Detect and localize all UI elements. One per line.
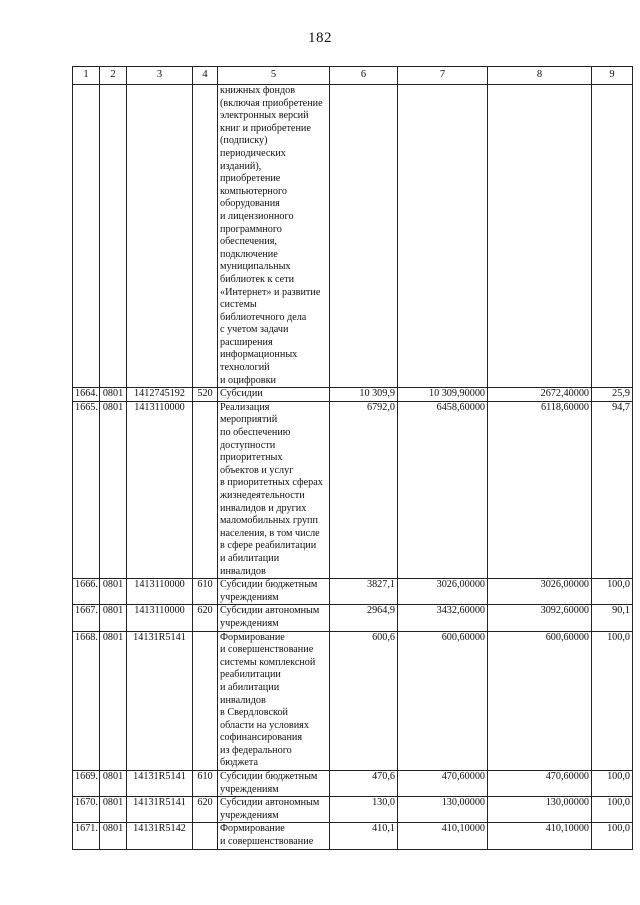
row-number-cell: 1666.: [73, 579, 100, 605]
column-header: 4: [193, 67, 218, 85]
row-number-cell: 1664.: [73, 388, 100, 402]
description-cell: Субсидии автономным учреждениям: [218, 797, 330, 823]
row-number-cell: 1670.: [73, 797, 100, 823]
expense-type-cell: 520: [193, 388, 218, 402]
percent-cell: 25,9: [592, 388, 633, 402]
table-row: [73, 797, 633, 823]
table-row: [73, 85, 633, 388]
percent-cell: 100,0: [592, 631, 633, 771]
planned-amount-cell: 410,1: [330, 823, 398, 849]
column-header: 3: [127, 67, 193, 85]
description-cell: Формирование и совершенствование: [218, 823, 330, 849]
section-code-cell: 0801: [100, 771, 127, 797]
table-row: [73, 388, 633, 402]
description-cell: книжных фондов (включая приобретение электронных версий книг и приобретение (подписку) периодических изданий), приобретение компьютерного оборудования и лицензионного программного обеспечения, подключение муниципальных библиотек к сети «Интернет» и развитие системы библиотечного дела с учетом задачи расширения информационных технологий и оцифровки: [218, 85, 330, 388]
column-header: 9: [592, 67, 633, 85]
target-article-cell: 1413110000: [127, 579, 193, 605]
target-article-cell: 14131R5141: [127, 797, 193, 823]
approved-amount-cell: 130,00000: [398, 797, 488, 823]
row-number-cell: 1669.: [73, 771, 100, 797]
approved-amount-cell: 470,60000: [398, 771, 488, 797]
column-header: 8: [488, 67, 592, 85]
executed-amount-cell: 6118,60000: [488, 401, 592, 578]
expense-type-cell: [193, 85, 218, 388]
expense-type-cell: 610: [193, 579, 218, 605]
section-code-cell: 0801: [100, 388, 127, 402]
target-article-cell: [127, 85, 193, 388]
column-header: 7: [398, 67, 488, 85]
table-row: [73, 771, 633, 797]
column-header: 1: [73, 67, 100, 85]
executed-amount-cell: 3026,00000: [488, 579, 592, 605]
section-code-cell: 0801: [100, 401, 127, 578]
percent-cell: 100,0: [592, 771, 633, 797]
section-code-cell: 0801: [100, 605, 127, 631]
target-article-cell: 1413110000: [127, 401, 193, 578]
percent-cell: 100,0: [592, 823, 633, 849]
expense-type-cell: 610: [193, 771, 218, 797]
approved-amount-cell: 10 309,90000: [398, 388, 488, 402]
planned-amount-cell: 10 309,9: [330, 388, 398, 402]
planned-amount-cell: 2964,9: [330, 605, 398, 631]
description-cell: Субсидии бюджетным учреждениям: [218, 771, 330, 797]
percent-cell: 100,0: [592, 579, 633, 605]
planned-amount-cell: [330, 85, 398, 388]
approved-amount-cell: 410,10000: [398, 823, 488, 849]
expense-type-cell: [193, 631, 218, 771]
target-article-cell: 14131R5141: [127, 631, 193, 771]
expense-type-cell: 620: [193, 605, 218, 631]
expense-type-cell: [193, 401, 218, 578]
table-row: [73, 631, 633, 771]
approved-amount-cell: [398, 85, 488, 388]
target-article-cell: 1412745192: [127, 388, 193, 402]
executed-amount-cell: 410,10000: [488, 823, 592, 849]
page-number: 182: [308, 30, 332, 46]
planned-amount-cell: 470,6: [330, 771, 398, 797]
executed-amount-cell: 470,60000: [488, 771, 592, 797]
percent-cell: 100,0: [592, 797, 633, 823]
section-code-cell: 0801: [100, 797, 127, 823]
approved-amount-cell: 3026,00000: [398, 579, 488, 605]
budget-table: [72, 66, 633, 850]
expense-type-cell: [193, 823, 218, 849]
section-code-cell: 0801: [100, 631, 127, 771]
percent-cell: [592, 85, 633, 388]
approved-amount-cell: 3432,60000: [398, 605, 488, 631]
section-code-cell: 0801: [100, 579, 127, 605]
section-code-cell: [100, 85, 127, 388]
section-code-cell: 0801: [100, 823, 127, 849]
table-row: [73, 401, 633, 578]
target-article-cell: 14131R5142: [127, 823, 193, 849]
target-article-cell: 1413110000: [127, 605, 193, 631]
percent-cell: 90,1: [592, 605, 633, 631]
executed-amount-cell: [488, 85, 592, 388]
description-cell: Формирование и совершенствование системы комплексной реабилитации и абилитации инвалидов в Свердловской области на условиях софинансирования из федерального бюджета: [218, 631, 330, 771]
approved-amount-cell: 6458,60000: [398, 401, 488, 578]
planned-amount-cell: 600,6: [330, 631, 398, 771]
description-cell: Субсидии автономным учреждениям: [218, 605, 330, 631]
planned-amount-cell: 3827,1: [330, 579, 398, 605]
table-row: [73, 605, 633, 631]
column-header: 2: [100, 67, 127, 85]
row-number-cell: [73, 85, 100, 388]
percent-cell: 94,7: [592, 401, 633, 578]
row-number-cell: 1668.: [73, 631, 100, 771]
row-number-cell: 1665.: [73, 401, 100, 578]
planned-amount-cell: 6792,0: [330, 401, 398, 578]
table-row: [73, 579, 633, 605]
column-header: 6: [330, 67, 398, 85]
executed-amount-cell: 2672,40000: [488, 388, 592, 402]
description-cell: Субсидии бюджетным учреждениям: [218, 579, 330, 605]
target-article-cell: 14131R5141: [127, 771, 193, 797]
planned-amount-cell: 130,0: [330, 797, 398, 823]
row-number-cell: 1667.: [73, 605, 100, 631]
description-cell: Реализация мероприятий по обеспечению доступности приоритетных объектов и услуг в приоритетных сферах жизнедеятельности инвалидов и других маломобильных групп населения, в том числе в сфере реабилитации и абилитации инвалидов: [218, 401, 330, 578]
table-row: [73, 823, 633, 849]
table-header-row: [73, 67, 633, 85]
row-number-cell: 1671.: [73, 823, 100, 849]
approved-amount-cell: 600,60000: [398, 631, 488, 771]
description-cell: Субсидии: [218, 388, 330, 402]
executed-amount-cell: 3092,60000: [488, 605, 592, 631]
executed-amount-cell: 600,60000: [488, 631, 592, 771]
column-header: 5: [218, 67, 330, 85]
expense-type-cell: 620: [193, 797, 218, 823]
executed-amount-cell: 130,00000: [488, 797, 592, 823]
